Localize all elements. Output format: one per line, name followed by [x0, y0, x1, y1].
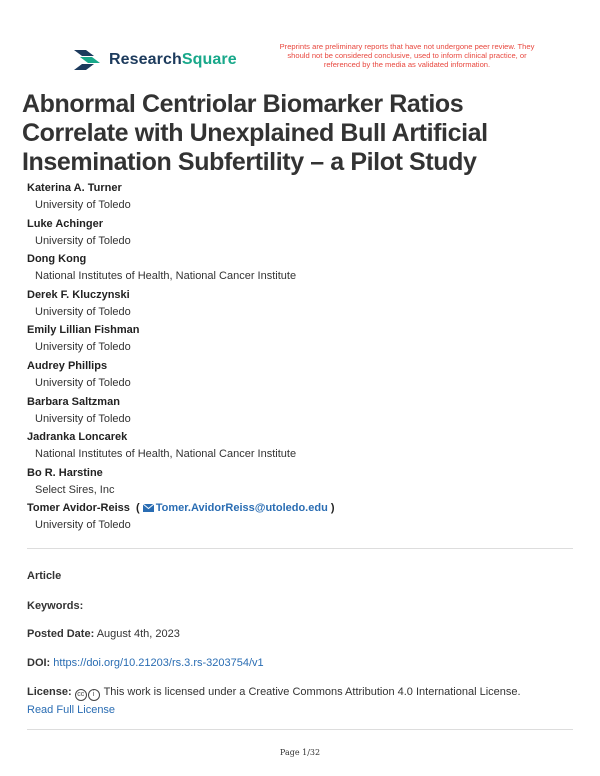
license-label: License: [27, 686, 72, 698]
author-affiliation: Select Sires, Inc [35, 483, 115, 496]
author-affiliation: University of Toledo [35, 341, 131, 354]
doi-link[interactable]: https://doi.org/10.21203/rs.3.rs-3203754/v1 [53, 657, 264, 669]
read-full-license-link[interactable]: Read Full License [27, 704, 116, 716]
article-type-label: Article [27, 570, 62, 582]
author-list [27, 181, 567, 537]
author-affiliation: University of Toledo [35, 234, 131, 247]
author-affiliation: University of Toledo [35, 376, 131, 389]
author-name: Audrey Phillips [27, 359, 108, 372]
author-name: Barbara Saltzman [27, 395, 120, 408]
paper-title: Abnormal Centriolar Biomarker Ratios Correlate with Unexplained Bull Artificial Insemination Subfertility – a Pilot Study [22, 90, 488, 176]
author-name: Bo R. Harstine [27, 466, 103, 479]
creative-commons-icon: cc [75, 689, 87, 701]
author-name: Emily Lillian Fishman [27, 324, 140, 337]
author-entry [27, 466, 567, 502]
envelope-icon [143, 504, 154, 512]
corresponding-author-entry [27, 501, 567, 537]
author-affiliation: University of Toledo [35, 199, 131, 211]
author-entry [27, 430, 567, 466]
doi-label: DOI: [27, 657, 51, 669]
corresponding-author-name [27, 501, 567, 515]
author-name: Derek F. Kluczynski [27, 288, 130, 301]
posted-date-value: August 4th, 2023 [96, 628, 180, 640]
author-affiliation: National Institutes of Health, National Cancer Institute [35, 448, 297, 461]
corresponding-author-email-link[interactable]: Tomer.AvidorReiss@utoledo.edu [155, 502, 328, 515]
email-wrapper: ( Tomer.AvidorReiss@utoledo.edu ) [132, 502, 335, 515]
author-entry [27, 359, 567, 395]
author-affiliation: University of Toledo [35, 519, 131, 532]
license-text: This work is licensed under a Creative Commons Attribution 4.0 International License. [103, 686, 521, 698]
author-affiliation: National Institutes of Health, National Cancer Institute [35, 270, 297, 283]
section-divider [27, 729, 573, 730]
article-type [27, 570, 61, 582]
keywords-label: Keywords: [27, 600, 84, 612]
corresponding-author-name-text: Tomer Avidor-Reiss [27, 502, 130, 515]
read-full-license [27, 704, 115, 716]
header [72, 42, 542, 82]
posted-date [27, 628, 180, 640]
author-entry [27, 252, 567, 288]
author-entry [27, 181, 567, 217]
author-entry [27, 217, 567, 253]
attribution-icon: i [88, 689, 100, 701]
author-name: Luke Achinger [27, 217, 103, 230]
keywords [27, 600, 83, 612]
license [27, 686, 521, 701]
author-entry [27, 395, 567, 431]
doi [27, 657, 264, 669]
author-entry [27, 288, 567, 324]
page-number: Page 1/32 [279, 748, 321, 757]
author-name: Jadranka Loncarek [27, 431, 128, 444]
posted-date-label: Posted Date: [27, 628, 95, 640]
author-name: Dong Kong [27, 253, 87, 266]
preprint-notice: Preprints are preliminary reports that have not undergone peer review. They should not be considered conclusive, used to inform clinical practice, or referenced by the media as validated information. [279, 42, 535, 69]
research-square-logo[interactable] [72, 46, 237, 74]
author-affiliation: University of Toledo [35, 412, 131, 425]
author-name: Katerina A. Turner [27, 182, 122, 194]
author-entry [27, 323, 567, 359]
author-affiliation: University of Toledo [35, 305, 131, 318]
logo-wordmark: ResearchSquare [109, 51, 237, 68]
section-divider [27, 548, 573, 549]
research-square-logo-icon [72, 46, 102, 74]
